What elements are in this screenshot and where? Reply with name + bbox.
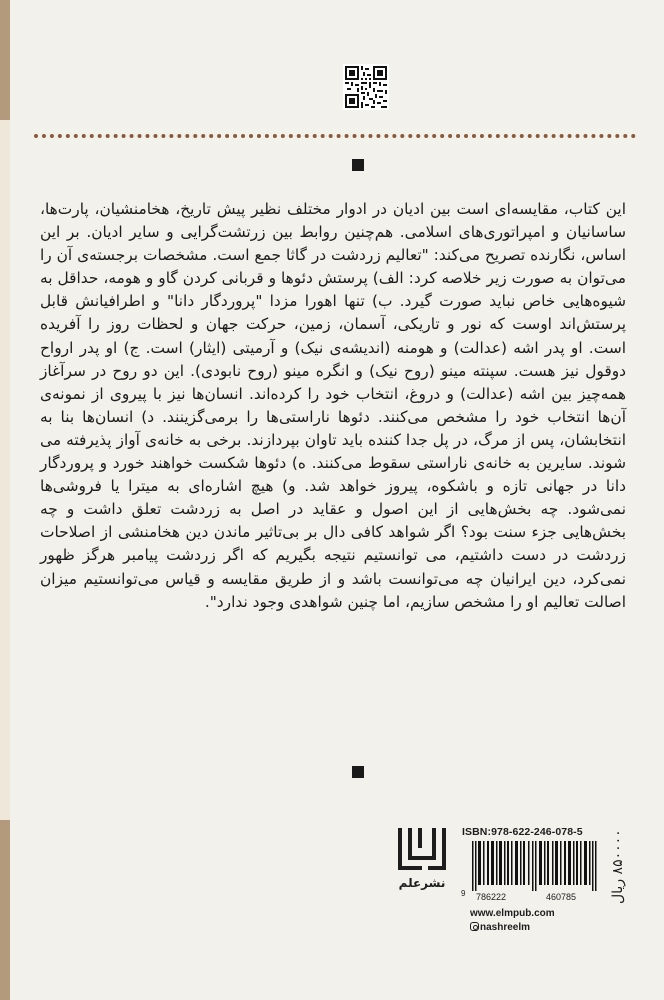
decorative-square-top bbox=[352, 159, 364, 171]
website-link[interactable]: www.elmpub.com bbox=[470, 908, 555, 919]
instagram-handle-text: nashreelm bbox=[480, 922, 531, 933]
qr-code[interactable] bbox=[343, 64, 389, 110]
isbn-text: ISBN:978-622-246-078-5 bbox=[462, 826, 583, 838]
barcode-bars bbox=[466, 841, 606, 891]
barcode-digits-group1: 786222 bbox=[476, 892, 507, 902]
instagram-handle[interactable] bbox=[470, 922, 530, 933]
isbn-barcode bbox=[462, 826, 610, 904]
decorative-square-bottom bbox=[352, 766, 364, 778]
price-label: ۸۵۰۰۰۰ ریال bbox=[610, 829, 626, 905]
instagram-icon bbox=[470, 922, 479, 931]
spine-edge bbox=[0, 0, 10, 1000]
blurb-text: این کتاب، مقایسه‌ای است بین ادیان در ادوار مختلف نظیر پیش تاریخ، هخامنشیان، پارت‌ها، ساسانیان و امپراتوری‌های اسلامی. هم‌چنین روابط بین زرتشت‌گرایی و سایر ادیان. بر این اساس، نگارنده تصریح می‌کند: "تعالیم زردشت در گاثا جمع است. مشخصات برجسته‌ی آن را می‌توان به صورت زیر خلاصه کرد: الف) پرستش دئوها و قربانی کردن گاو و هومه، حداقل به شیوه‌هایی خاص نباید صورت گیرد. ب) تنها اهورا مزدا "پروردگار دانا" و اطرافیانش قابل پرستش‌اند اوست که نور و تاریکی، آسمان، زمین، حرکت جهان و لحظات روز را آفریده است. او پدر اشه (عدالت) و هومنه (اندیشه‌ی نیک) و آرمیتی (ایثار) است. ج) او پدر ارواح دوقول نیز هست. سپنته مینو (روح نیک) و انگره مینو (روح نابودی). این دو روح در سرآغاز همه‌چیز بین اشه (عدالت) و دروغ، انتخاب خود را کرده‌اند. انسان‌ها نیز با پیروی از نمونه‌ی آن‌ها انتخاب خود را مشخص می‌کنند. دئوها ناراستی‌ها را برمی‌گزینند. د) انسان‌ها بنا به انتخابشان، پس از مرگ، در پل جدا کننده باید تاوان بپردازند. برخی به خانه‌ی آواز پذیرفته می شوند. سایرین به خانه‌ی ناراستی سقوط می‌کنند. ه) دئوها شکست خواهند خورد و پروردگار دانا در جهانی تازه و باشکوه، پیروز خواهد شد. و) هیچ اشاره‌ای به میترا یا فروشی‌ها نمی‌شود. چه بخش‌هایی از این اصول و عقاید در اصل به زردشت تعلق داشت و چه بخش‌هایی جزء سنت بود؟ اگر شواهد کافی دال بر بی‌تاثیر ماندن دین هخامنشی از اصلاحات زردشت در دست داشتیم، می توانستیم نتیجه بگیریم که اگر زردشت پیامبر هرگز ظهور نمی‌کرد، دین ایرانیان چه می‌توانست باشد و از طریق مقایسه و قیاس می‌توانستیم میزان اصالت تعالیم او را مشخص سازیم، اما چنین شواهدی وجود ندارد". bbox=[40, 200, 626, 611]
barcode-digit-lead: 9 bbox=[461, 889, 466, 898]
barcode-digits-group2: 460785 bbox=[546, 892, 577, 902]
decorative-dotted-divider bbox=[34, 134, 636, 138]
publisher-logo-name: نشرعلم bbox=[398, 876, 446, 890]
